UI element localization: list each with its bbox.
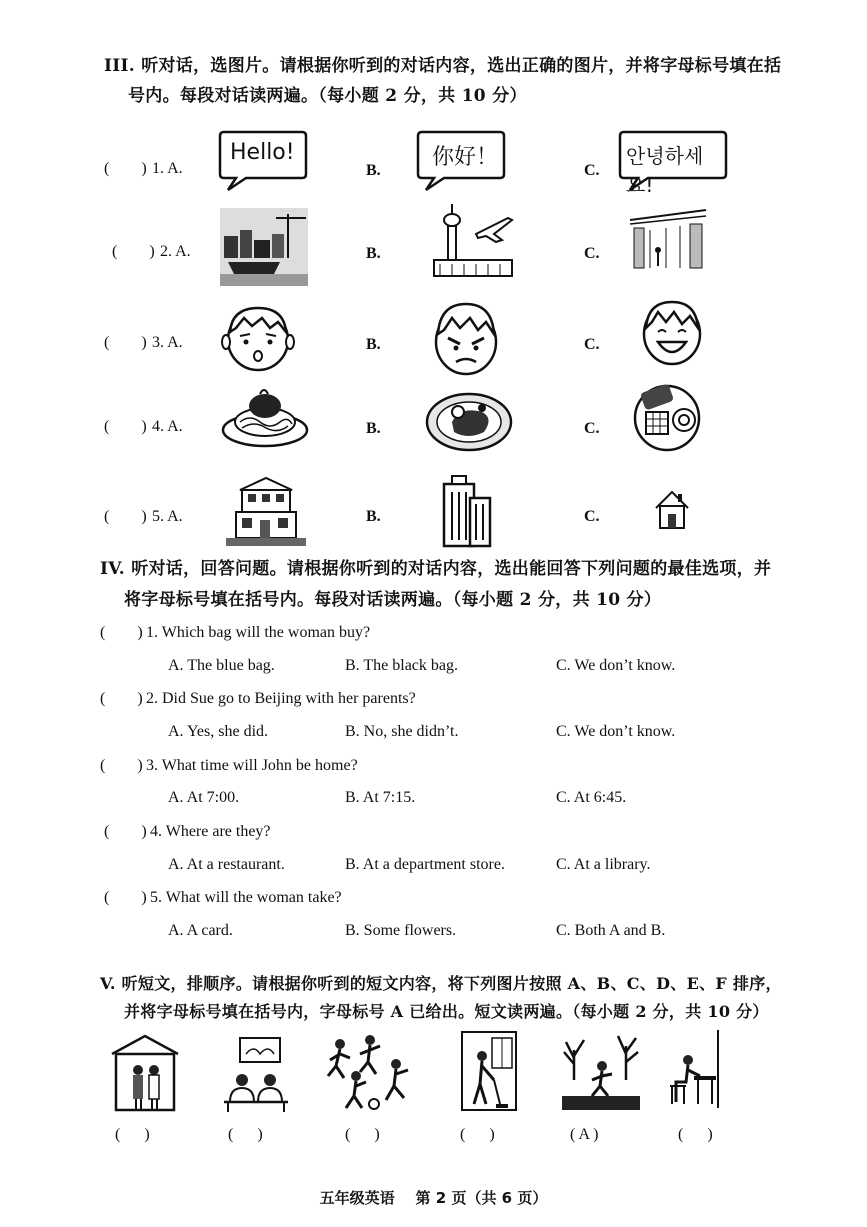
choice-c: C. At 6:45.: [556, 789, 627, 806]
option-label-c: C.: [584, 508, 600, 525]
option-label-b: B.: [366, 420, 381, 437]
answer-bracket[interactable]: ( ): [100, 624, 143, 641]
sad-boy-face-icon: [222, 298, 294, 378]
question-number: 1. A.: [152, 160, 183, 177]
answer-bracket[interactable]: ( ): [104, 508, 147, 525]
speech-bubble-chinese: [416, 128, 506, 194]
breakfast-plate-image: [632, 378, 702, 458]
happy-boy-face-icon: [640, 296, 704, 370]
train-station-image: [630, 210, 706, 276]
question-text: 5. What will the woman take?: [150, 889, 342, 906]
choice-b: B. The black bag.: [345, 657, 459, 674]
order-bracket[interactable]: ( ): [345, 1126, 380, 1143]
question-text: 4. Where are they?: [150, 823, 271, 840]
answer-bracket[interactable]: ( ): [104, 823, 147, 840]
order-bracket[interactable]: ( ): [115, 1126, 150, 1143]
running-in-park-image: [562, 1030, 640, 1114]
question-number: 5. A.: [152, 508, 183, 525]
answer-bracket[interactable]: ( ): [104, 334, 147, 351]
question-number: 4. A.: [152, 418, 183, 435]
order-bracket[interactable]: ( ): [678, 1126, 713, 1143]
choice-b: B. No, she didn’t.: [345, 723, 459, 740]
spaghetti-plate-image: [220, 384, 310, 454]
big-house-image: [226, 476, 306, 552]
choice-b: B. Some flowers.: [345, 922, 457, 939]
question-text: 2. Did Sue go to Beijing with her parents?: [146, 690, 416, 707]
order-bracket[interactable]: ( ): [460, 1126, 495, 1143]
choice-a: A. The blue bag.: [168, 657, 275, 674]
choice-a: A. At a restaurant.: [168, 856, 285, 873]
option-label-b: B.: [366, 162, 381, 179]
option-label-c: C.: [584, 162, 600, 179]
choice-c: C. Both A and B.: [556, 922, 666, 939]
watching-tv-image: [220, 1036, 292, 1116]
section5-title-line2: 并将字母标号填在括号内，字母标号 A 已给出。短文读两遍。（每小题 2 分，共 10 分）: [124, 1002, 769, 1021]
option-label-c: C.: [584, 420, 600, 437]
choice-c: C. At a library.: [556, 856, 651, 873]
airport-tower-plane-image: [432, 204, 514, 286]
choice-a: A. A card.: [168, 922, 233, 939]
kids-playing-image: [320, 1030, 414, 1116]
answer-bracket[interactable]: ( ): [104, 160, 147, 177]
option-label-c: C.: [584, 336, 600, 353]
option-label-b: B.: [366, 245, 381, 262]
small-house-icon: [652, 488, 692, 536]
choice-a: A. At 7:00.: [168, 789, 240, 806]
question-text: 1. Which bag will the woman buy?: [146, 624, 371, 641]
question-number: 2. A.: [160, 243, 191, 260]
section4-title-line1: IV. 听对话，回答问题。请根据你听到的对话内容，选出能回答下列问题的最佳选项，并: [100, 559, 772, 579]
bubble-text: Hello!: [230, 140, 295, 165]
choice-b: B. At a department store.: [345, 856, 505, 873]
studying-at-desk-image: [662, 1030, 722, 1116]
section3-title-line1: III. 听对话，选图片。请根据你听到的对话内容，选出正确的图片，并将字母标号填在括: [104, 56, 782, 76]
page-footer: 五年级英语 第 2 页（共 6 页）: [319, 1189, 548, 1207]
bubble-text: 안녕하세요!: [626, 144, 704, 197]
order-bracket[interactable]: ( ): [228, 1126, 263, 1143]
choice-c: C. We don’t know.: [556, 657, 676, 674]
choice-c: C. We don’t know.: [556, 723, 676, 740]
sweeping-room-image: [456, 1030, 522, 1116]
order-bracket-given: ( A ): [570, 1126, 599, 1143]
answer-bracket[interactable]: ( ): [104, 418, 147, 435]
option-label-b: B.: [366, 508, 381, 525]
question-text: 3. What time will John be home?: [146, 757, 358, 774]
choice-a: A. Yes, she did.: [168, 723, 269, 740]
section4-title-line2: 将字母标号填在括号内。每段对话读两遍。（每小题 2 分，共 10 分）: [124, 590, 662, 610]
speech-bubble-korean: [618, 128, 728, 197]
harbor-port-image: [220, 208, 308, 290]
steak-plate-image: [424, 386, 514, 456]
answer-bracket[interactable]: ( ): [100, 690, 143, 707]
speech-bubble-english: [218, 128, 308, 194]
question-number: 3. A.: [152, 334, 183, 351]
option-label-c: C.: [584, 245, 600, 262]
answer-bracket[interactable]: ( ): [100, 757, 143, 774]
option-label-b: B.: [366, 336, 381, 353]
answer-bracket[interactable]: ( ): [104, 889, 147, 906]
apartment-building-icon: [440, 474, 494, 550]
bubble-text: 你好！: [432, 145, 499, 170]
angry-boy-face-icon: [430, 296, 502, 380]
family-at-home-image: [110, 1034, 180, 1116]
answer-bracket[interactable]: ( ): [112, 243, 155, 260]
section3-title-line2: 号内。每段对话读两遍。（每小题 2 分，共 10 分）: [128, 86, 527, 106]
choice-b: B. At 7:15.: [345, 789, 416, 806]
section5-title-line1: V. 听短文，排顺序。请根据你听到的短文内容，将下列图片按照 A、B、C、D、E、F 排序，: [100, 974, 782, 993]
